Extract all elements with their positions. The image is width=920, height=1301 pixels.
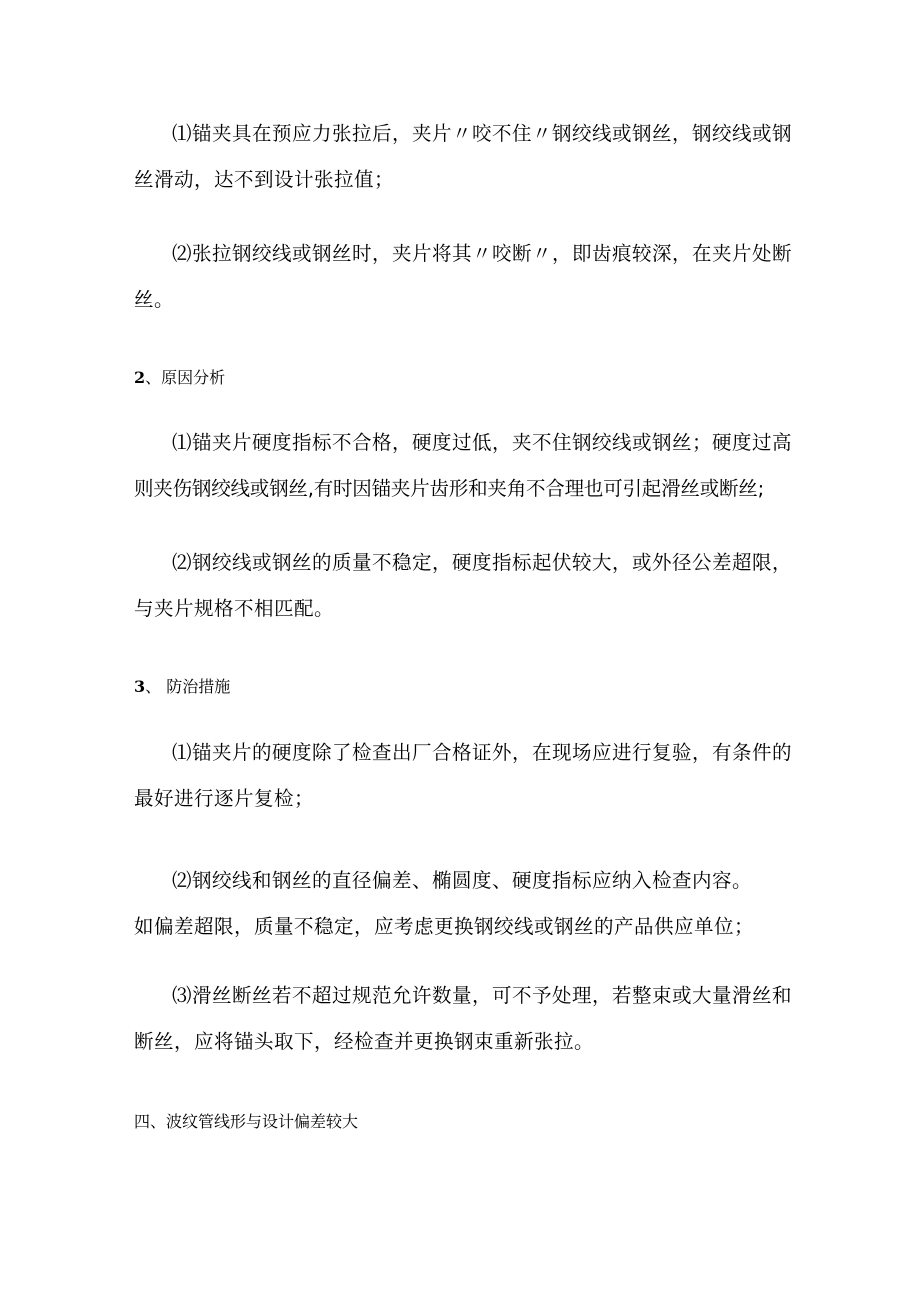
prevention-heading-number: 3 xyxy=(134,677,146,696)
prevention-item-2 xyxy=(134,858,794,950)
phenomenon-item-2-line-1: ⑵张拉钢绞线或钢丝时，夹片将其〃咬断〃，即齿痕较深，在夹片处断 xyxy=(172,242,793,265)
section-4-heading: 四、波纹管线形与设计偏差较大 xyxy=(134,1112,359,1131)
phenomenon-item-1 xyxy=(134,111,794,203)
prevention-item-1-line-1: ⑴锚夹片的硬度除了检查出厂合格证外，在现场应进行复验，有条件的 xyxy=(172,741,793,764)
cause-item-2-line-1: ⑵钢绞线或钢丝的质量不稳定，硬度指标起伏较大，或外径公差超限， xyxy=(172,551,793,574)
prevention-item-3 xyxy=(134,973,794,1065)
phenomenon-item-1-line-1: ⑴锚夹具在预应力张拉后，夹片〃咬不住〃钢绞线或钢丝，钢绞线或钢 xyxy=(172,122,793,145)
cause-item-1-line-1: ⑴锚夹片硬度指标不合格，硬度过低，夹不住钢绞线或钢丝；硬度过高 xyxy=(172,431,793,454)
prevention-heading-text: 、 防治措施 xyxy=(145,677,231,696)
prevention-item-1 xyxy=(134,730,794,822)
phenomenon-item-2-line-2: 丝。 xyxy=(134,288,175,311)
prevention-item-2-line-2: 如偏差超限，质量不稳定，应考虑更换钢绞线或钢丝的产品供应单位； xyxy=(134,915,755,938)
cause-item-1 xyxy=(134,420,794,512)
cause-heading-number: 2 xyxy=(134,368,146,387)
phenomenon-item-1-line-2: 丝滑动，达不到设计张拉值； xyxy=(134,168,395,191)
phenomenon-item-2 xyxy=(134,231,794,323)
prevention-heading xyxy=(134,675,230,699)
prevention-item-1-line-2: 最好进行逐片复检； xyxy=(134,787,315,810)
prevention-item-3-line-2: 断丝，应将锚头取下，经检查并更换钢束重新张拉。 xyxy=(134,1030,595,1053)
cause-item-1-line-2: 则夹伤钢绞线或钢丝,有时因锚夹片齿形和夹角不合理也可引起滑丝或断丝; xyxy=(134,477,764,500)
cause-heading xyxy=(134,366,225,390)
cause-item-2 xyxy=(134,540,794,632)
prevention-item-3-line-1: ⑶滑丝断丝若不超过规范允许数量，可不予处理，若整束或大量滑丝和 xyxy=(172,984,793,1007)
prevention-item-2-line-1: ⑵钢绞线和钢丝的直径偏差、椭圆度、硬度指标应纳入检查内容。 xyxy=(172,869,753,892)
cause-heading-text: 、原因分析 xyxy=(145,368,226,387)
cause-item-2-line-2: 与夹片规格不相匹配。 xyxy=(134,597,335,620)
